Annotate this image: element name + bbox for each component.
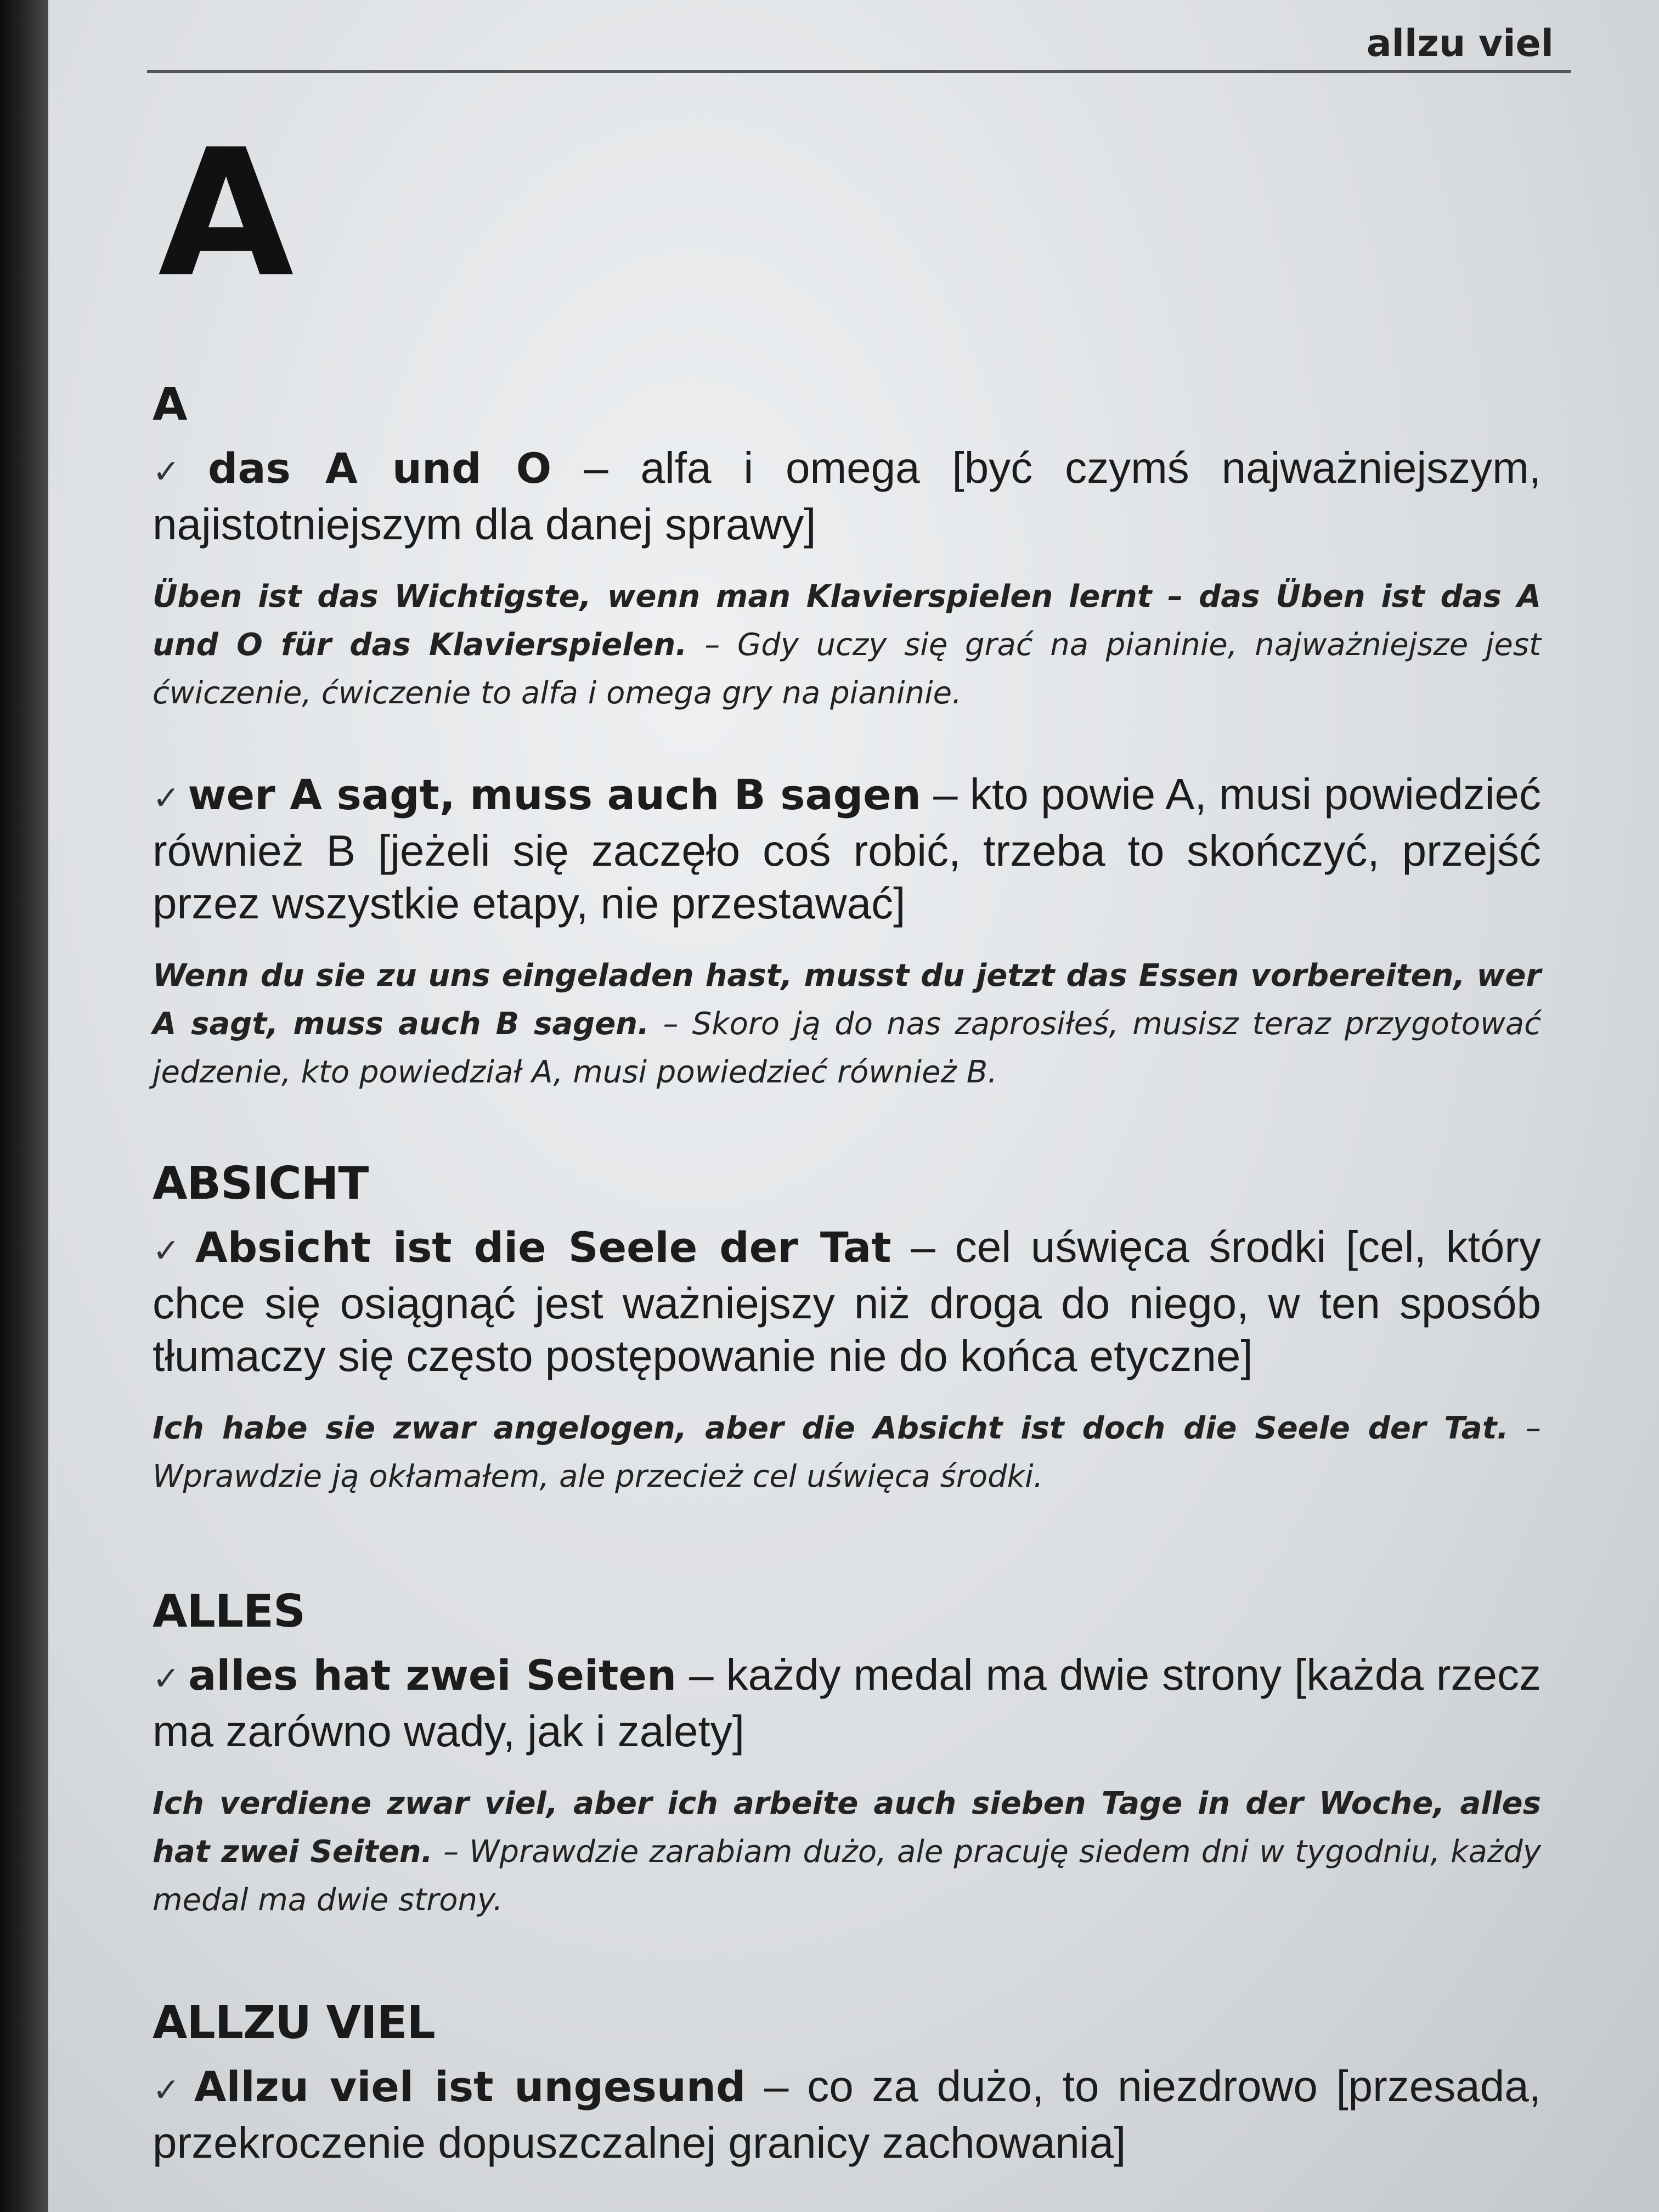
running-head: allzu viel — [1366, 22, 1554, 65]
idiom-term: wer A sagt, muss auch B sagen — [188, 770, 921, 819]
entry-a — [153, 379, 1541, 718]
entry-alles — [153, 1585, 1541, 1925]
separator: – — [891, 1222, 955, 1271]
example-polish: Skoro ją do nas zaprosiłeś, musisz teraz przygotować jedzenie, kto powiedział A, musi powiedzieć również B. — [153, 1006, 1541, 1090]
entry-allzu-viel — [153, 1997, 1541, 2169]
example-german: Ich verdiene zwar viel, aber ich arbeite auch sieben Tage in der Woche, alles hat zwei Seiten. — [153, 1786, 1541, 1870]
dictionary-page — [48, 0, 1659, 2212]
example-polish: Gdy uczy się grać na pianinie, najważniejsze jest ćwiczenie, ćwiczenie to alfa i omega gry na pianinie. — [153, 627, 1542, 711]
separator: – — [1508, 1410, 1541, 1446]
book-binding-shadow — [0, 0, 48, 2212]
separator: – — [746, 2062, 808, 2111]
usage-example — [153, 1404, 1541, 1501]
idiom-term: alles hat zwei Seiten — [188, 1651, 677, 1700]
idiom — [153, 2060, 1541, 2169]
example-german: Üben ist das Wichtigste, wenn man Klavierspielen lernt – das Üben ist das A und O für das Klavierspielen. — [153, 579, 1541, 663]
separator: – — [921, 770, 970, 819]
checkmark-icon: ✓ — [153, 453, 200, 490]
entry-a-2 — [153, 768, 1541, 1097]
idiom-translation: kto powie A, musi powiedzieć również B [jeżeli się zaczęło coś robić, trzeba to skończyć, przejść przez wszystkie etapy, nie przestawać] — [153, 770, 1541, 928]
entry-absicht — [153, 1158, 1541, 1501]
idiom — [153, 1649, 1541, 1758]
example-german: Ich habe sie zwar angelogen, aber die Absicht ist doch die Seele der Tat. — [153, 1410, 1509, 1446]
usage-example — [153, 1780, 1541, 1925]
example-polish: Wprawdzie zarabiam dużo, ale pracuję siedem dni w tygodniu, każdy medal ma dwie strony. — [153, 1834, 1541, 1918]
separator: – — [649, 1006, 692, 1042]
idiom-translation: alfa i omega [być czymś najważniejszym, najistotniejszym dla danej sprawy] — [153, 443, 1542, 549]
header-rule — [147, 70, 1571, 73]
separator: – — [687, 627, 737, 663]
section-letter: A — [158, 112, 294, 316]
usage-example — [153, 952, 1541, 1097]
usage-example — [153, 573, 1541, 718]
idiom-term: das A und O — [207, 444, 552, 493]
checkmark-icon: ✓ — [153, 1660, 181, 1697]
checkmark-icon: ✓ — [153, 780, 180, 816]
idiom-translation: cel uświęca środki [cel, który chce się osiągnąć jest ważniejszy niż droga do niego, w ten sposób tłumaczy się często postępowanie nie do końca etyczne] — [153, 1222, 1542, 1380]
idiom — [153, 1221, 1541, 1383]
idiom-term: Absicht ist die Seele der Tat — [195, 1223, 891, 1272]
idiom-translation: co za dużo, to niezdrowo [przesada, przekroczenie dopuszczalnej granicy zachowania] — [153, 2062, 1542, 2167]
headword: A — [153, 379, 187, 431]
headword: ABSICHT — [153, 1158, 369, 1210]
idiom — [153, 442, 1541, 551]
separator: – — [432, 1834, 470, 1870]
headword: ALLZU VIEL — [153, 1997, 435, 2049]
idiom-translation: każdy medal ma dwie strony [każda rzecz ma zarówno wady, jak i zalety] — [153, 1650, 1541, 1756]
separator: – — [551, 443, 641, 492]
example-polish: Wprawdzie ją okłamałem, ale przecież cel uświęca środki. — [153, 1459, 1043, 1494]
headword: ALLES — [153, 1585, 306, 1638]
checkmark-icon: ✓ — [153, 1232, 188, 1269]
idiom — [153, 768, 1541, 930]
example-german: Wenn du sie zu uns eingeladen hast, musst du jetzt das Essen vorbereiten, wer A sagt, muss auch B sagen. — [153, 958, 1541, 1042]
separator: – — [676, 1650, 726, 1699]
checkmark-icon: ✓ — [153, 2072, 187, 2108]
idiom-term: Allzu viel ist ungesund — [194, 2062, 746, 2111]
